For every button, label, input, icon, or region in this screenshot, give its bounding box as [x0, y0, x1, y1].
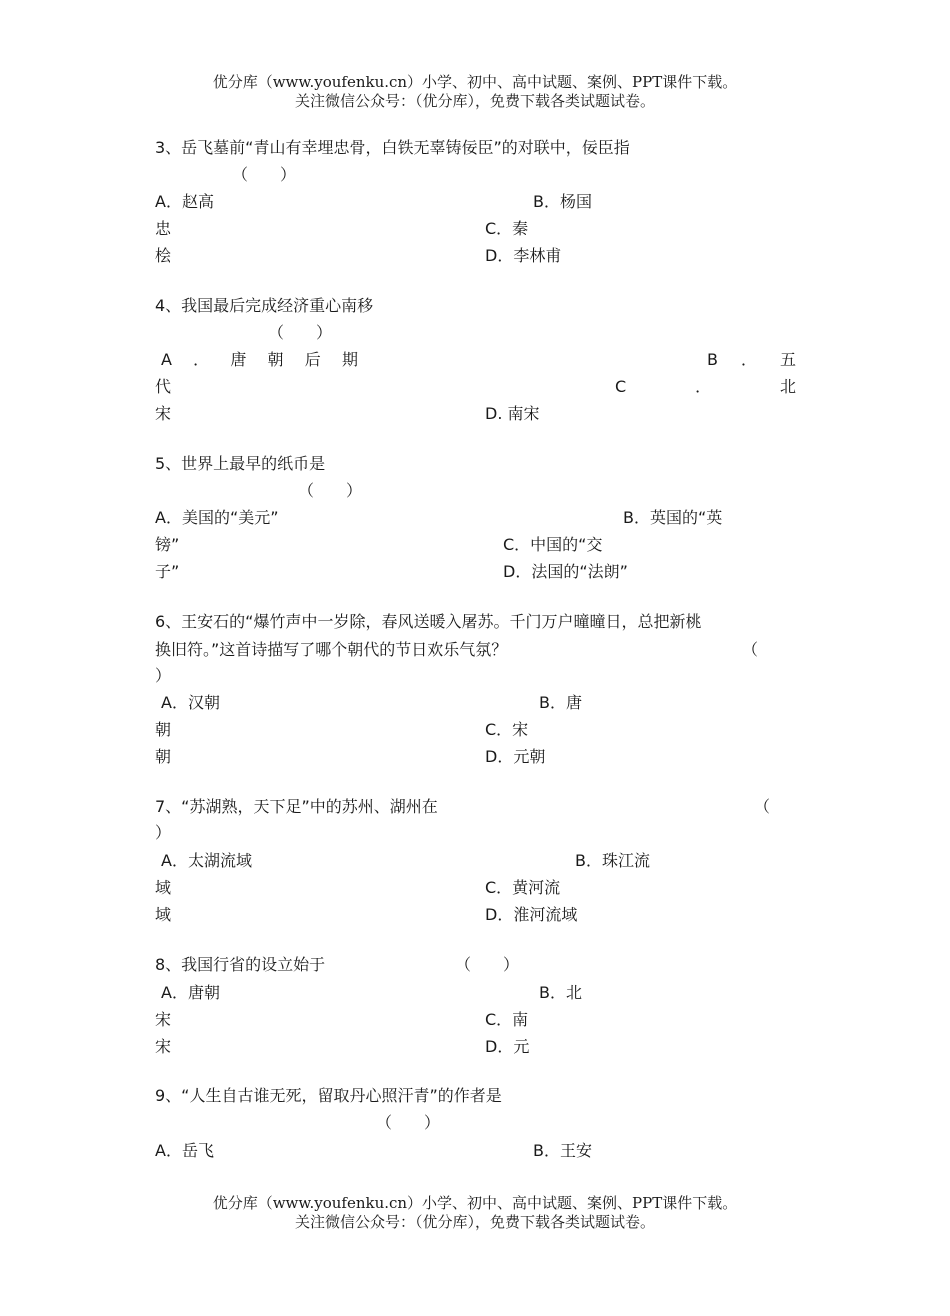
q7-answer-paren-close: ） [155, 823, 172, 842]
page-footer [0, 1194, 950, 1232]
q6-option-b-cont: 朝 [155, 720, 172, 739]
footer-line-2: 关注微信公众号：（优分库），免费下载各类试题试卷。 [294, 1213, 655, 1231]
q3-option-a: A．赵高 [155, 192, 214, 211]
q8-option-a: A．唐朝 [161, 983, 220, 1002]
q7-option-b: B．珠江流 [575, 851, 650, 870]
q8-answer-paren: （ ） [455, 955, 520, 974]
q6-option-d: D．元朝 [485, 747, 546, 766]
q4-b-char: 五 [779, 350, 796, 369]
q5-option-d: D．法国的“法朗” [503, 562, 628, 581]
q8-option-c: C．南 [485, 1010, 529, 1029]
q4-option-d: D. 南宋 [485, 404, 540, 423]
q9-stem: 9、“人生自古谁无死，留取丹心照汗青”的作者是 [155, 1086, 502, 1105]
q3-option-c-cont: 桧 [155, 246, 172, 265]
q4-b-char: B [707, 350, 718, 369]
q7-option-d: D．淮河流域 [485, 905, 578, 924]
q6-option-a: A．汉朝 [161, 693, 220, 712]
header-line-1: 优分库（www.youfenku.cn）小学、初中、高中试题、案例、PPT课件下载。 [212, 73, 738, 91]
q6-stem-line-1: 6、王安石的“爆竹声中一岁除，春风送暖入屠苏。千门万户曈曈日，总把新桃 [155, 612, 702, 631]
q8-option-b: B．北 [539, 983, 582, 1002]
q5-option-a: A．美国的“美元” [155, 508, 279, 527]
q5-option-b-cont: 镑” [155, 535, 180, 554]
q7-answer-paren-open: （ [754, 797, 771, 816]
q4-option-a [161, 350, 358, 370]
q7-option-b-cont: 域 [155, 878, 172, 897]
q8-stem: 8、我国行省的设立始于 [155, 955, 326, 974]
q8-option-c-cont: 宋 [155, 1037, 172, 1056]
q5-stem: 5、世界上最早的纸币是 [155, 454, 326, 473]
q4-c-char: C [615, 377, 627, 396]
q3-answer-paren: （ ） [232, 165, 297, 184]
q4-option-c [615, 377, 796, 397]
q8-option-b-cont: 宋 [155, 1010, 172, 1029]
q5-option-c: C．中国的“交 [503, 535, 603, 554]
q4-c-char: ． [695, 377, 712, 396]
q5-option-b: B．英国的“英 [623, 508, 723, 527]
q6-option-b: B．唐 [539, 693, 582, 712]
q4-stem: 4、我国最后完成经济重心南移 [155, 296, 374, 315]
q4-a-char: ． [193, 350, 210, 369]
q3-option-b-cont: 忠 [155, 219, 172, 238]
q3-option-d: D．李林甫 [485, 246, 562, 265]
q9-option-a: A．岳飞 [155, 1141, 214, 1160]
q9-answer-paren: （ ） [376, 1113, 441, 1132]
q8-option-d: D．元 [485, 1037, 530, 1056]
q4-b-char: ． [740, 350, 757, 369]
page-header [0, 73, 950, 111]
q5-answer-paren: （ ） [298, 481, 363, 500]
q6-option-c: C．宋 [485, 720, 529, 739]
q4-option-b-cont: 代 [155, 377, 172, 396]
q4-a-char: 朝 [267, 350, 284, 369]
q4-option-c-cont: 宋 [155, 404, 172, 423]
header-line-2: 关注微信公众号：（优分库），免费下载各类试题试卷。 [294, 92, 655, 110]
q3-option-b: B．杨国 [533, 192, 592, 211]
q6-option-c-cont: 朝 [155, 747, 172, 766]
q9-option-b: B．王安 [533, 1141, 592, 1160]
q6-answer-paren-close: ） [155, 666, 172, 685]
q4-option-b [707, 350, 796, 370]
q5-option-c-cont: 子” [155, 562, 180, 581]
footer-line-1: 优分库（www.youfenku.cn）小学、初中、高中试题、案例、PPT课件下载。 [212, 1194, 738, 1212]
q4-a-char: 期 [341, 350, 358, 369]
q3-option-c: C．秦 [485, 219, 529, 238]
q4-c-char: 北 [779, 377, 796, 396]
q6-stem-line-2: 换旧符。”这首诗描写了哪个朝代的节日欢乐气氛？ [155, 640, 508, 659]
q7-stem: 7、“苏湖熟，天下足”中的苏州、湖州在 [155, 797, 438, 816]
q4-a-char: A [161, 350, 172, 369]
q3-stem: 3、岳飞墓前“青山有幸埋忠骨，白铁无辜铸佞臣”的对联中，佞臣指 [155, 138, 630, 157]
q4-a-char: 后 [304, 350, 321, 369]
q4-answer-paren: （ ） [268, 323, 333, 342]
q7-option-c-cont: 域 [155, 905, 172, 924]
q6-answer-paren-open: （ [742, 640, 759, 659]
q7-option-c: C．黄河流 [485, 878, 561, 897]
q7-option-a: A．太湖流域 [161, 851, 252, 870]
q4-a-char: 唐 [230, 350, 247, 369]
